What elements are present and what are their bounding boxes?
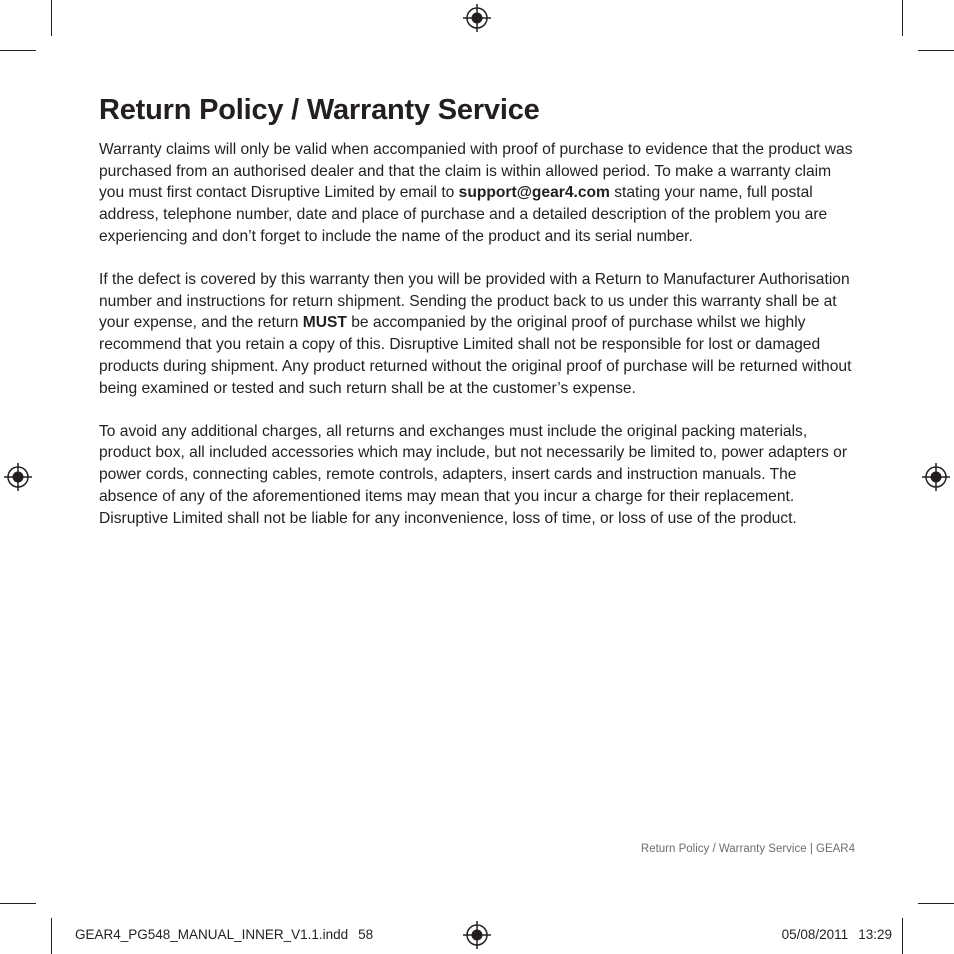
paragraph-additional-charges [99,421,859,530]
paragraph-text: If the defect is covered by this warranty then you will be provided with a Return to Manufacturer Authorisation number and instructions for return shipment. Sending the product back to us under this warranty shall be at your expense, and the return [99,271,850,332]
slug-file-info [75,927,373,942]
registration-mark-icon [4,463,32,491]
paragraph-text: Warranty claims will only be valid when accompanied with proof of purchase to evidence that the product was purchased from an authorised dealer and that the claim is within allowed period. To make a warranty claim you must first contact Disruptive Limited by email to [99,141,853,202]
emphasis-must: MUST [302,314,347,332]
registration-mark-icon [922,463,950,491]
paragraph-text: be accompanied by the original proof of purchase whilst we highly recommend that you retain a copy of this. Disruptive Limited shall not be responsible for lost or damaged products during shipment. Any product returned without the original proof of purchase will be returned without being examined or tested and such return shall be at the customer’s expense. [99,314,852,397]
slug-date: 05/08/2011 [781,927,849,942]
paragraph-text: To avoid any additional charges, all returns and exchanges must include the original packing materials, product box, all included accessories which may include, but not necessarily be limited to, power adapters or power cords, connecting cables, remote controls, adapters, insert cards and instruction manuals. The absence of any of the aforementioned items may mean that you incur a charge for their replacement. Disruptive Limited shall not be liable for any inconvenience, loss of time, or loss of use of the product. [99,422,848,527]
paragraph-defect-coverage [99,269,859,399]
page-title: Return Policy / Warranty Service [99,94,540,126]
slug-timestamp [782,927,892,942]
crop-mark-top-right-vertical [902,0,903,36]
crop-mark-top-left-vertical [51,0,52,36]
registration-mark-icon [463,4,491,32]
paragraph-text: stating your name, full postal address, telephone number, date and place of purchase and a detailed description of the problem you are experiencing and don’t forget to include the name of the product and its serial number. [99,184,828,245]
page-content [99,93,859,529]
support-email: support@gear4.com [458,184,610,202]
crop-mark-bottom-right-vertical [902,918,903,954]
registration-mark-icon [463,921,491,949]
crop-mark-top-left-horizontal [0,50,36,51]
crop-mark-bottom-left-vertical [51,918,52,954]
slug-time: 13:29 [858,927,892,942]
slug-page-number: 58 [358,927,374,942]
crop-mark-bottom-right-horizontal [918,903,954,904]
crop-mark-top-right-horizontal [918,50,954,51]
crop-mark-bottom-left-horizontal [0,903,36,904]
running-footer: Return Policy / Warranty Service | GEAR4 [640,843,855,855]
paragraph-warranty-claims [99,139,859,248]
slug-filename: GEAR4_PG548_MANUAL_INNER_V1.1.indd [75,927,349,942]
